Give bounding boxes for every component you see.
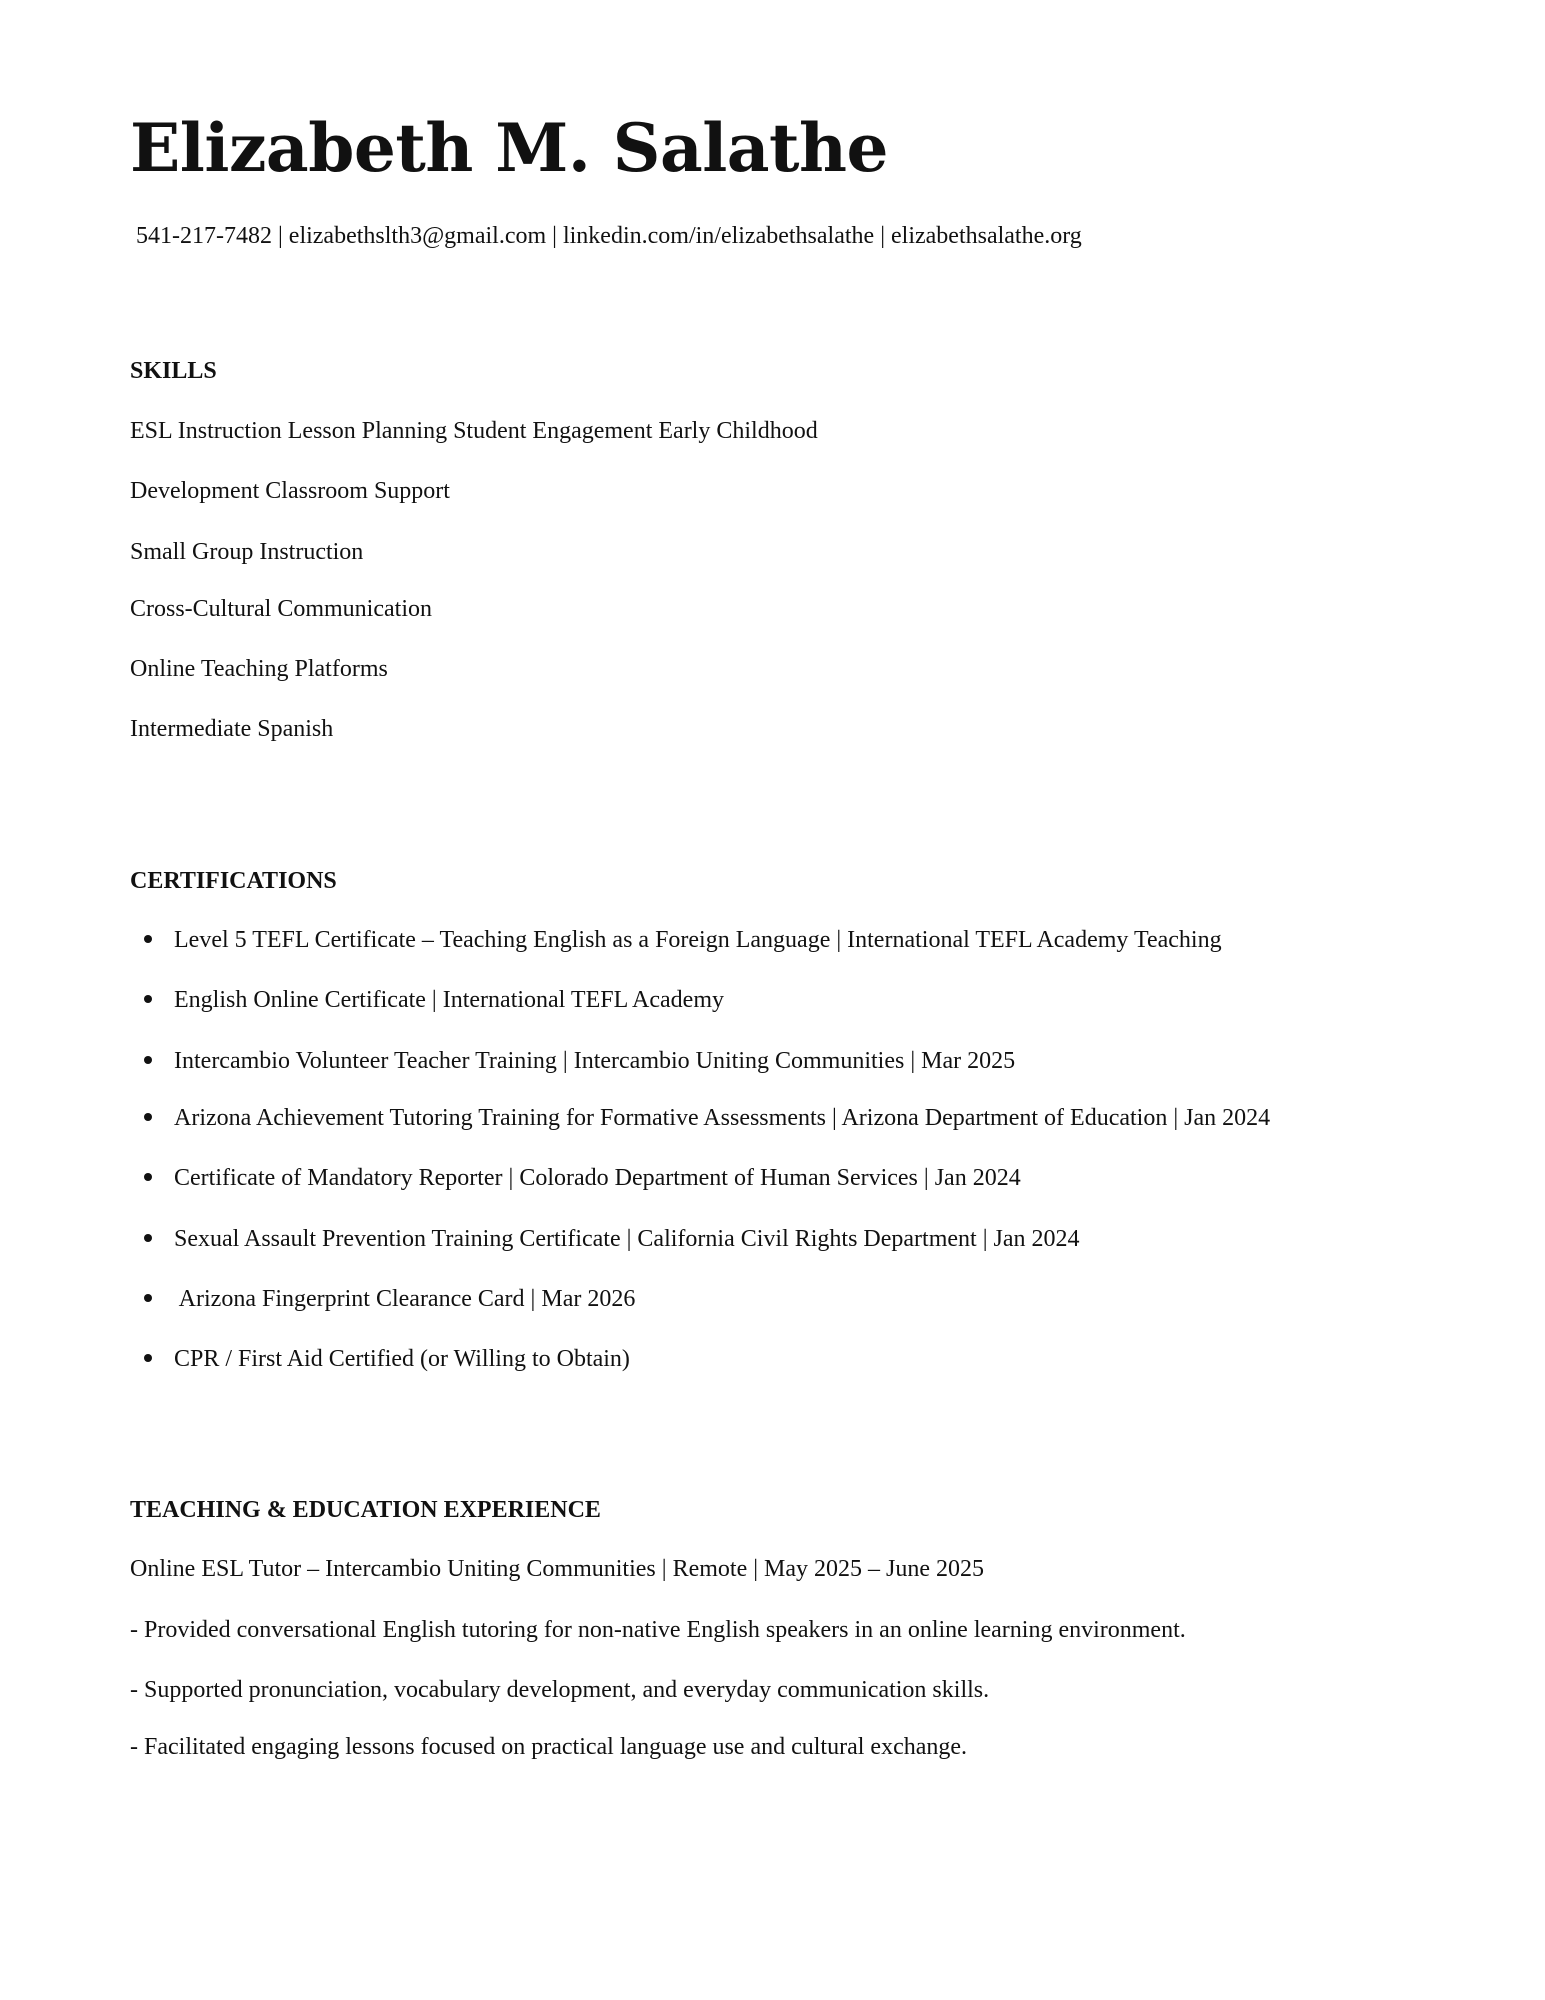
certification-text: Intercambio Volunteer Teacher Training | Intercambio Uniting Communities | Mar 2025 (174, 1048, 1016, 1074)
skills-heading: SKILLS (130, 358, 217, 384)
bullet-icon (144, 1056, 152, 1064)
resume-page (130, 0, 1430, 2000)
resume-name: Elizabeth M. Salathe (130, 109, 889, 187)
experience-role: Online ESL Tutor – Intercambio Uniting Communities | Remote | May 2025 – June 2025 (130, 1556, 985, 1582)
bullet-icon (144, 1354, 152, 1362)
certification-item (144, 986, 724, 1015)
certification-item (144, 1345, 630, 1374)
skills-line: Development Classroom Support (130, 478, 450, 504)
certification-item (144, 1225, 1080, 1254)
certification-text: CPR / First Aid Certified (or Willing to Obtain) (174, 1346, 630, 1372)
skills-line: ESL Instruction Lesson Planning Student Engagement Early Childhood (130, 418, 818, 444)
certification-text: Arizona Achievement Tutoring Training for Formative Assessments | Arizona Department of Education | Jan 2024 (174, 1105, 1271, 1131)
bullet-icon (144, 995, 152, 1003)
experience-bullet: - Supported pronunciation, vocabulary development, and everyday communication skills. (130, 1677, 990, 1703)
skills-line: Intermediate Spanish (130, 716, 334, 742)
bullet-icon (144, 1234, 152, 1242)
bullet-icon (144, 1113, 152, 1121)
certifications-heading: CERTIFICATIONS (130, 868, 337, 894)
certification-text: Certificate of Mandatory Reporter | Colorado Department of Human Services | Jan 2024 (174, 1165, 1021, 1191)
certification-item (144, 1047, 1015, 1076)
skills-line: Cross-Cultural Communication (130, 596, 432, 622)
bullet-icon (144, 1294, 152, 1302)
certification-item (144, 1164, 1021, 1193)
experience-bullet: - Facilitated engaging lessons focused on practical language use and cultural exchange. (130, 1734, 968, 1760)
skills-line: Small Group Instruction (130, 539, 364, 565)
certification-text: Sexual Assault Prevention Training Certificate | California Civil Rights Department | Jan 2024 (174, 1226, 1080, 1252)
certification-item (144, 1104, 1270, 1133)
certification-item (144, 926, 1222, 955)
bullet-icon (144, 935, 152, 943)
bullet-icon (144, 1173, 152, 1181)
experience-heading: TEACHING & EDUCATION EXPERIENCE (130, 1497, 601, 1523)
contact-line: 541-217-7482 | elizabethslth3@gmail.com | linkedin.com/in/elizabethsalathe | elizabethsalathe.org (136, 223, 1082, 249)
certification-text: English Online Certificate | International TEFL Academy (174, 987, 724, 1013)
certification-text: Level 5 TEFL Certificate – Teaching English as a Foreign Language | International TEFL Academy Teaching (174, 927, 1222, 953)
certification-text: Arizona Fingerprint Clearance Card | Mar 2026 (174, 1286, 636, 1312)
skills-line: Online Teaching Platforms (130, 656, 388, 682)
certification-item (144, 1285, 635, 1314)
experience-bullet: - Provided conversational English tutoring for non-native English speakers in an online learning environment. (130, 1617, 1186, 1643)
